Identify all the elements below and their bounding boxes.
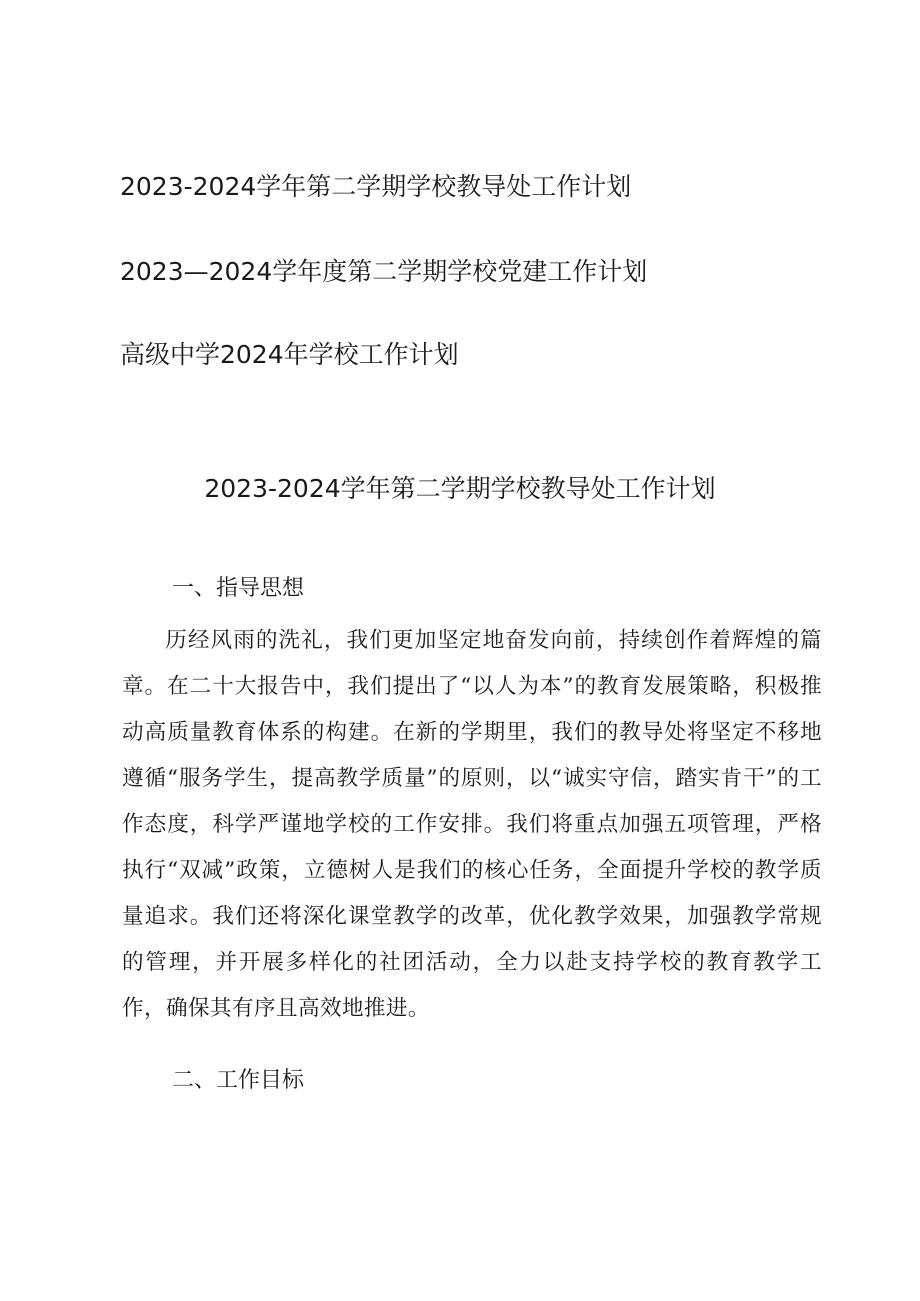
document-title: 2023-2024学年第二学期学校教导处工作计划 bbox=[204, 474, 716, 503]
toc-item-1: 2023-2024学年第二学期学校教导处工作计划 bbox=[120, 172, 632, 201]
toc-item-2: 2023—2024学年度第二学期学校党建工作计划 bbox=[120, 257, 648, 286]
section-heading-guiding-ideology: 一、指导思想 bbox=[172, 576, 305, 601]
toc-item-3: 高级中学2024年学校工作计划 bbox=[120, 340, 459, 369]
section-heading-work-goals: 二、工作目标 bbox=[172, 1068, 305, 1093]
guiding-ideology-paragraph: 历经风雨的洗礼，我们更加坚定地奋发向前，持续创作着辉煌的篇章。在二十大报告中，我们提出了“以人为本”的教育发展策略，积极推动高质量教育体系的构建。在新的学期里，我们的教导处将坚定不移地遵循“服务学生，提高教学质量”的原则，以“诚实守信，踏实肯干”的工作态度，科学严谨地学校的工作安排。我们将重点加强五项管理，严格执行“双减”政策，立德树人是我们的核心任务，全面提升学校的教学质量追求。我们还将深化课堂教学的改革，优化教学效果，加强教学常规的管理，并开展多样化的社团活动，全力以赴支持学校的教育教学工作，确保其有序且高效地推进。 bbox=[122, 628, 822, 1021]
